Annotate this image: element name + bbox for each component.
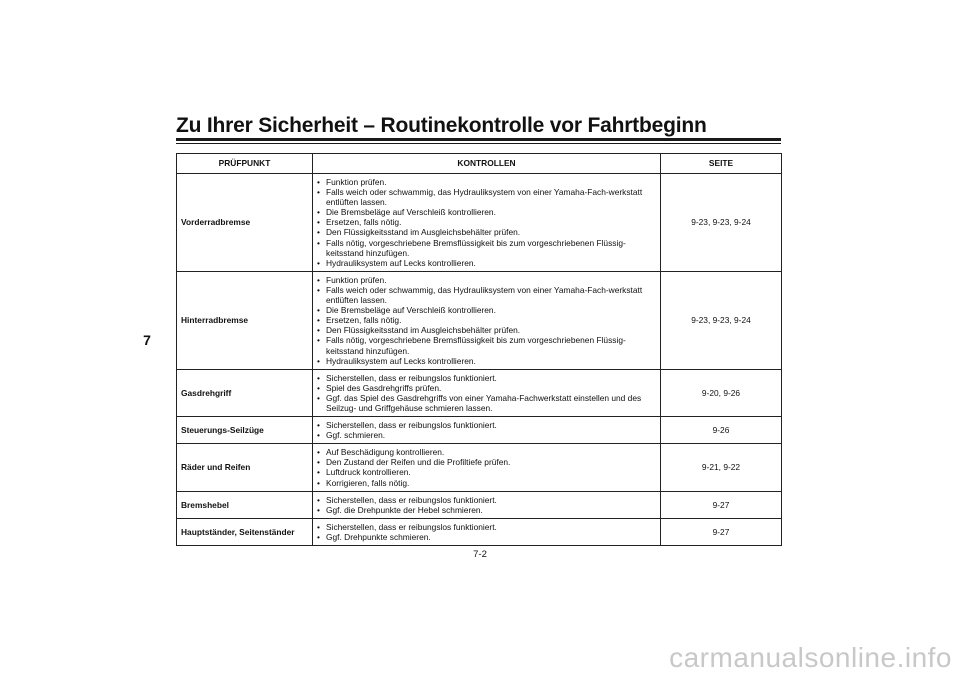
checks-list — [317, 420, 656, 440]
check-item: • Auf Beschädigung kontrollieren. — [317, 447, 656, 457]
table-row — [177, 518, 782, 545]
page-title: Zu Ihrer Sicherheit – Routinekontrolle vor Fahrtbeginn — [176, 114, 707, 137]
check-item: • Ggf. Drehpunkte schmieren. — [317, 532, 656, 542]
checks-list — [317, 522, 656, 542]
page-ref-cell: 9-21, 9-22 — [661, 444, 782, 491]
checks-cell — [313, 369, 661, 416]
check-item: • Ersetzen, falls nötig. — [317, 315, 656, 325]
check-item: • Sicherstellen, dass er reibungslos funktioniert. — [317, 522, 656, 532]
page-ref-cell: 9-23, 9-23, 9-24 — [661, 271, 782, 369]
check-item: • Spiel des Gasdrehgriffs prüfen. — [317, 383, 656, 393]
checks-cell — [313, 518, 661, 545]
checks-cell — [313, 444, 661, 491]
table-row — [177, 174, 782, 272]
checks-cell — [313, 271, 661, 369]
checks-list — [317, 495, 656, 515]
check-item: • Funktion prüfen. — [317, 177, 656, 187]
table-row — [177, 271, 782, 369]
check-item: • Falls nötig, vorgeschriebene Bremsflüssigkeit bis zum vorgeschriebenen Flüssig-keitsstand hinzufügen. — [317, 238, 656, 258]
check-item: • Sicherstellen, dass er reibungslos funktioniert. — [317, 420, 656, 430]
check-item: • Den Flüssigkeitsstand im Ausgleichsbehälter prüfen. — [317, 325, 656, 335]
check-item: • Ggf. das Spiel des Gasdrehgriffs von einer Yamaha-Fachwerkstatt einstellen und des Seilzug- und Griffgehäuse schmieren lassen. — [317, 393, 656, 413]
check-item: • Falls nötig, vorgeschriebene Bremsflüssigkeit bis zum vorgeschriebenen Flüssig-keitsstand hinzufügen. — [317, 335, 656, 355]
check-point-cell: Hauptständer, Seitenständer — [177, 518, 313, 545]
page-ref-cell: 9-26 — [661, 417, 782, 444]
column-header-checks: KONTROLLEN — [313, 154, 661, 174]
check-item: • Ggf. schmieren. — [317, 430, 656, 440]
check-item: • Hydrauliksystem auf Lecks kontrollieren. — [317, 356, 656, 366]
check-item: • Die Bremsbeläge auf Verschleiß kontrollieren. — [317, 207, 656, 217]
check-item: • Den Zustand der Reifen und die Profiltiefe prüfen. — [317, 457, 656, 467]
table-row — [177, 491, 782, 518]
checks-list — [317, 177, 656, 268]
column-header-page: SEITE — [661, 154, 782, 174]
checks-list — [317, 275, 656, 366]
chapter-tab: 7 — [143, 332, 151, 348]
page-ref-cell: 9-27 — [661, 491, 782, 518]
column-header-point: PRÜFPUNKT — [177, 154, 313, 174]
check-item: • Die Bremsbeläge auf Verschleiß kontrollieren. — [317, 305, 656, 315]
check-item: • Falls weich oder schwammig, das Hydrauliksystem von einer Yamaha-Fach-werkstatt entlüften lassen. — [317, 187, 656, 207]
check-point-cell: Gasdrehgriff — [177, 369, 313, 416]
check-item: • Ersetzen, falls nötig. — [317, 217, 656, 227]
checks-list — [317, 373, 656, 413]
title-rule-thin — [176, 143, 781, 144]
check-item: • Luftdruck kontrollieren. — [317, 467, 656, 477]
table-row — [177, 444, 782, 491]
check-point-cell: Hinterradbremse — [177, 271, 313, 369]
watermark: carmanualsonline.info — [669, 642, 952, 673]
table-row — [177, 417, 782, 444]
check-item: • Sicherstellen, dass er reibungslos funktioniert. — [317, 495, 656, 505]
title-rule-thick — [176, 138, 781, 141]
table-row — [177, 369, 782, 416]
inspection-table — [176, 153, 782, 546]
checks-cell — [313, 491, 661, 518]
page-ref-cell: 9-23, 9-23, 9-24 — [661, 174, 782, 272]
checks-cell — [313, 417, 661, 444]
page-number: 7-2 — [473, 549, 487, 560]
check-item: • Korrigieren, falls nötig. — [317, 478, 656, 488]
check-point-cell: Vorderradbremse — [177, 174, 313, 272]
check-item: • Ggf. die Drehpunkte der Hebel schmieren. — [317, 505, 656, 515]
check-point-cell: Räder und Reifen — [177, 444, 313, 491]
table-header-row — [177, 154, 782, 174]
page-ref-cell: 9-27 — [661, 518, 782, 545]
check-item: • Falls weich oder schwammig, das Hydrauliksystem von einer Yamaha-Fach-werkstatt entlüften lassen. — [317, 285, 656, 305]
page-ref-cell: 9-20, 9-26 — [661, 369, 782, 416]
checks-list — [317, 447, 656, 487]
check-item: • Sicherstellen, dass er reibungslos funktioniert. — [317, 373, 656, 383]
check-point-cell: Steuerungs-Seilzüge — [177, 417, 313, 444]
check-item: • Hydrauliksystem auf Lecks kontrollieren. — [317, 258, 656, 268]
checks-cell — [313, 174, 661, 272]
check-point-cell: Bremshebel — [177, 491, 313, 518]
check-item: • Funktion prüfen. — [317, 275, 656, 285]
check-item: • Den Flüssigkeitsstand im Ausgleichsbehälter prüfen. — [317, 227, 656, 237]
